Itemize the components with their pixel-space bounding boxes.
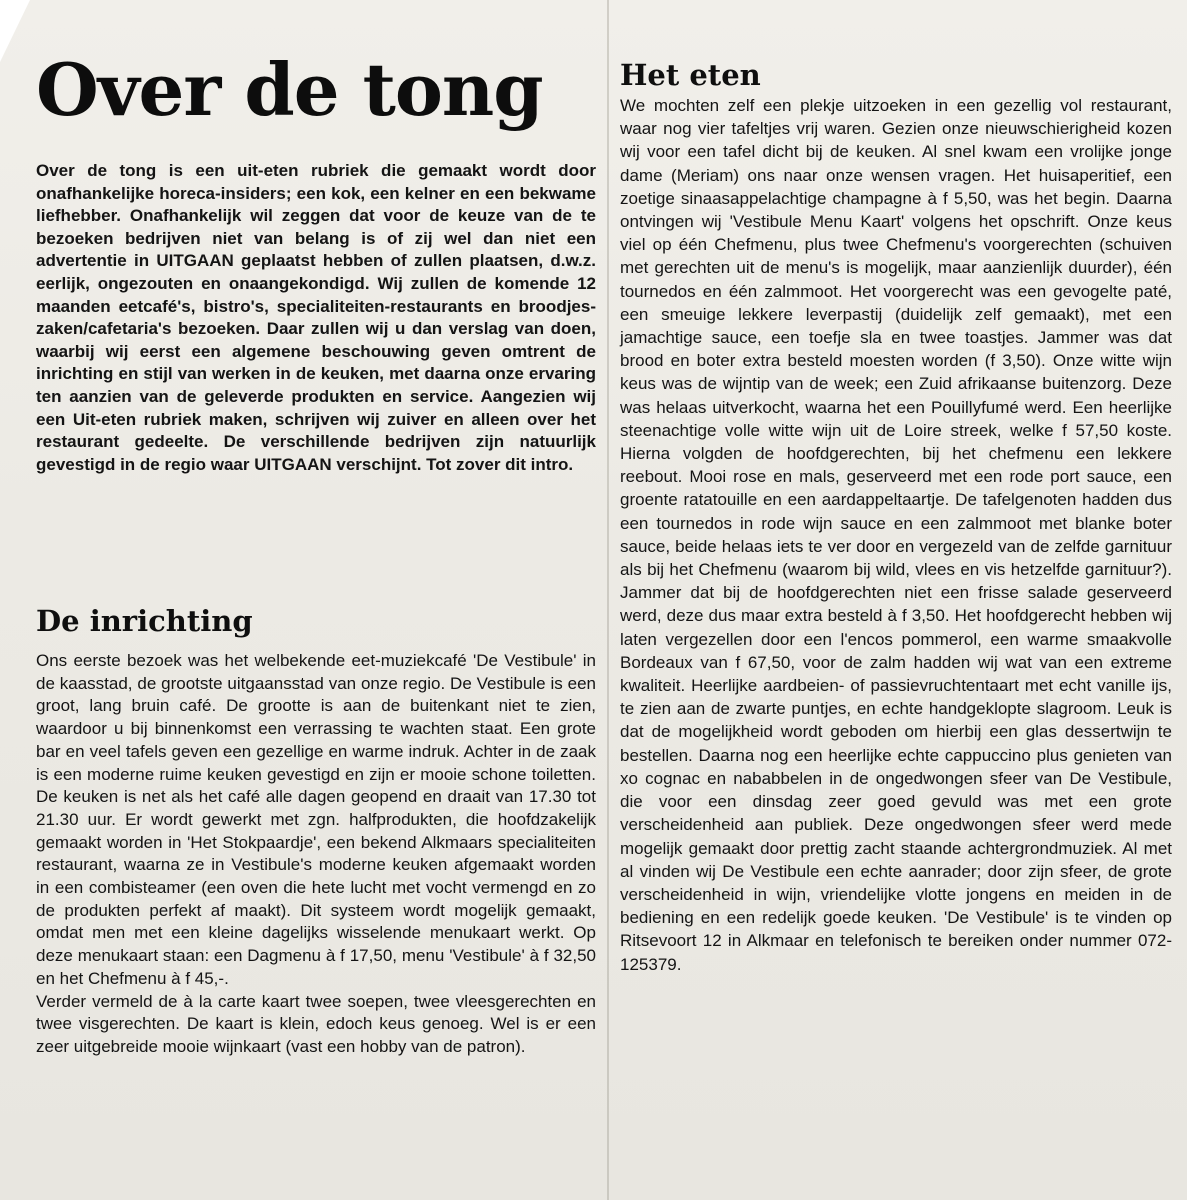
torn-corner [0,0,30,62]
article-title: Over de tong [36,47,543,132]
section-heading-inrichting: De inrichting [36,604,253,638]
article-intro: Over de tong is een uit-eten rubriek die gemaakt wordt door onafhankelijke horeca-insiders; een kok, een kelner en een bekwame liefhebber. Onafhankelijk wil zeggen dat voor de keuze van de te bezoeken bedrijven niet van belang is of zij wel dan niet een advertentie in UITGAAN geplaatst hebben of zullen plaatsen, d.w.z. eerlijk, ongezouten en onaangekondigd. Wij zullen de komende 12 maanden eetcafé's, bistro's, specialiteiten-restaurants en broodjes-zaken/cafetaria's bezoeken. Daar zullen wij u dan verslag van doen, waarbij wij eerst een algemene beschouwing geven omtrent de inrichting en stijl van werken in de keuken, met daarna onze ervaring ten aanzien van de geleverde produkten en service. Aangezien wij een Uit-eten rubriek maken, schrijven wij zuiver en alleen over het restaurant gedeelte. De verschillende bedrijven zijn natuurlijk gevestigd in de regio waar UITGAAN verschijnt. Tot zover dit intro. [36,161,596,474]
paragraph: Verder vermeld de à la carte kaart twee soepen, twee vleesgerechten en twee visgerechten. De kaart is klein, edoch keus genoeg. Wel is er een zeer uitgebreide mooie wijnkaart (vast een hobby van de patron). [36,991,596,1056]
section-body-eten: We mochten zelf een plekje uitzoeken in een gezellig vol restaurant, waar nog vier tafeltjes vrij waren. Gezien onze nieuwschierigheid kozen wij voor een tafel dicht bij de keuken. Al snel kwam een vrolijke jonge dame (Meriam) ons naar onze wensen vragen. Het huisaperitief, een zoetige sinaasappelachtige champagne à f 5,50, was het begin. Daarna ontvingen wij 'Vestibule Menu Kaart' volgens het opschrift. Onze keus viel op één Chefmenu, plus twee Chefmenu's voorgerechten (schuiven met gerechten uit de menu's is mogelijk, maar aanzienlijk duurder), één tournedos en één zalmmoot. Het voorgerecht was een gevogelte paté, een smeuige lekkere leverpastij (duidelijk zelf gemaakt), met een jamachtige sauce, een toefje sla en twee toastjes. Jammer was dat brood en boter extra besteld moesten worden (f 3,50). Onze witte wijn keus was de wijntip van de week; een Zuid afrikaanse buitenzorg. Deze was helaas uitverkocht, waarna het een Pouillyfumé werd. Een heerlijke steenachtige volle witte wijn uit de Loire streek, welke f 57,50 koste. Hierna volgden de hoofdgerechten, bij het chefmenu een lekkere reebout. Mooi rose en mals, geserveerd met een rode port sauce, een groente ratatouille en een aardappeltaartje. De tafelgenoten hadden dus een tournedos in rode wijn sauce en een zalmmoot met blanke boter sauce, beide helaas iets te ver door en vergezeld van de zelfde garnituur als bij het Chefmenu (waarom bij wild, vlees en vis hetzelfde garnituur?). Jammer dat bij de hoofdgerechten niet een frisse salade geserveerd werd, deze dus maar extra besteld à f 3,50. Het hoofdgerecht hebben wij laten vergezellen door een l'encos pommerol, een warme smaakvolle Bordeaux van f 67,50, voor de zalm hadden wij wat van een extreme kwaliteit. Heerlijke aardbeien- of passievruchtentaart met echt vanille ijs, te zien aan de zwarte puntjes, en echte handgeklopte slagroom. Leuk is dat de mogelijkheid wordt geboden om hierbij een glas dessertwijn te bestellen. Daarna nog een heerlijke echte cappuccino plus genieten van xo cognac en nababbelen in de ongedwongen sfeer van De Vestibule, die voor een dinsdag zeer goed gevuld was met een grote verscheidenheid aan publiek. Deze ongedwongen sfeer werd mede mogelijk gemaakt door prettig zacht staande achtergrondmuziek. Al met al vinden wij De Vestibule een echte aanrader; door zijn sfeer, de grote verscheidenheid in wijn, vriendelijke vlotte jongens en meiden in de bediening en een redelijk goede keuken. 'De Vestibule' is te vinden op Ritsevoort 12 in Alkmaar en telefonisch te bereiken onder nummer 072-125379. [620,96,1172,974]
paragraph: Ons eerste bezoek was het welbekende eet-muziekcafé 'De Vestibule' in de kaasstad, de grootste uitgaansstad van onze regio. De Vestibule is een groot, lang bruin café. De grootte is aan de buitenkant niet te zien, waardoor u bij binnenkomst een verrassing te wachten staat. Een grote bar en veel tafels geven een gezellige en warme indruk. Achter in de zaak is een moderne ruime keuken gevestigd en zijn er mooie schone toiletten. De keuken is net als het café alle dagen geopend en draait van 17.30 tot 21.30 uur. Er wordt gewerkt met zgn. halfprodukten, die hoofdzakelijk gemaakt worden in 'Het Stokpaardje', een bekend Alkmaars specialiteiten restaurant, waarna ze in Vestibule's moderne keuken afgemaakt worden in een combisteamer (een oven die hete lucht met vocht vermengd en zo de produkten perfekt af maakt). Dit systeem wordt mogelijk gemaakt, omdat men met een kleine dagelijks wisselende menukaart werkt. Op deze menukaart staan: een Dagmenu à f 17,50, menu 'Vestibule' à f 32,50 en het Chefmenu à f 45,-. [36,651,596,988]
section-heading-eten: Het eten [620,58,761,92]
section-body-inrichting [36,650,596,1059]
page-fold [607,0,609,1200]
